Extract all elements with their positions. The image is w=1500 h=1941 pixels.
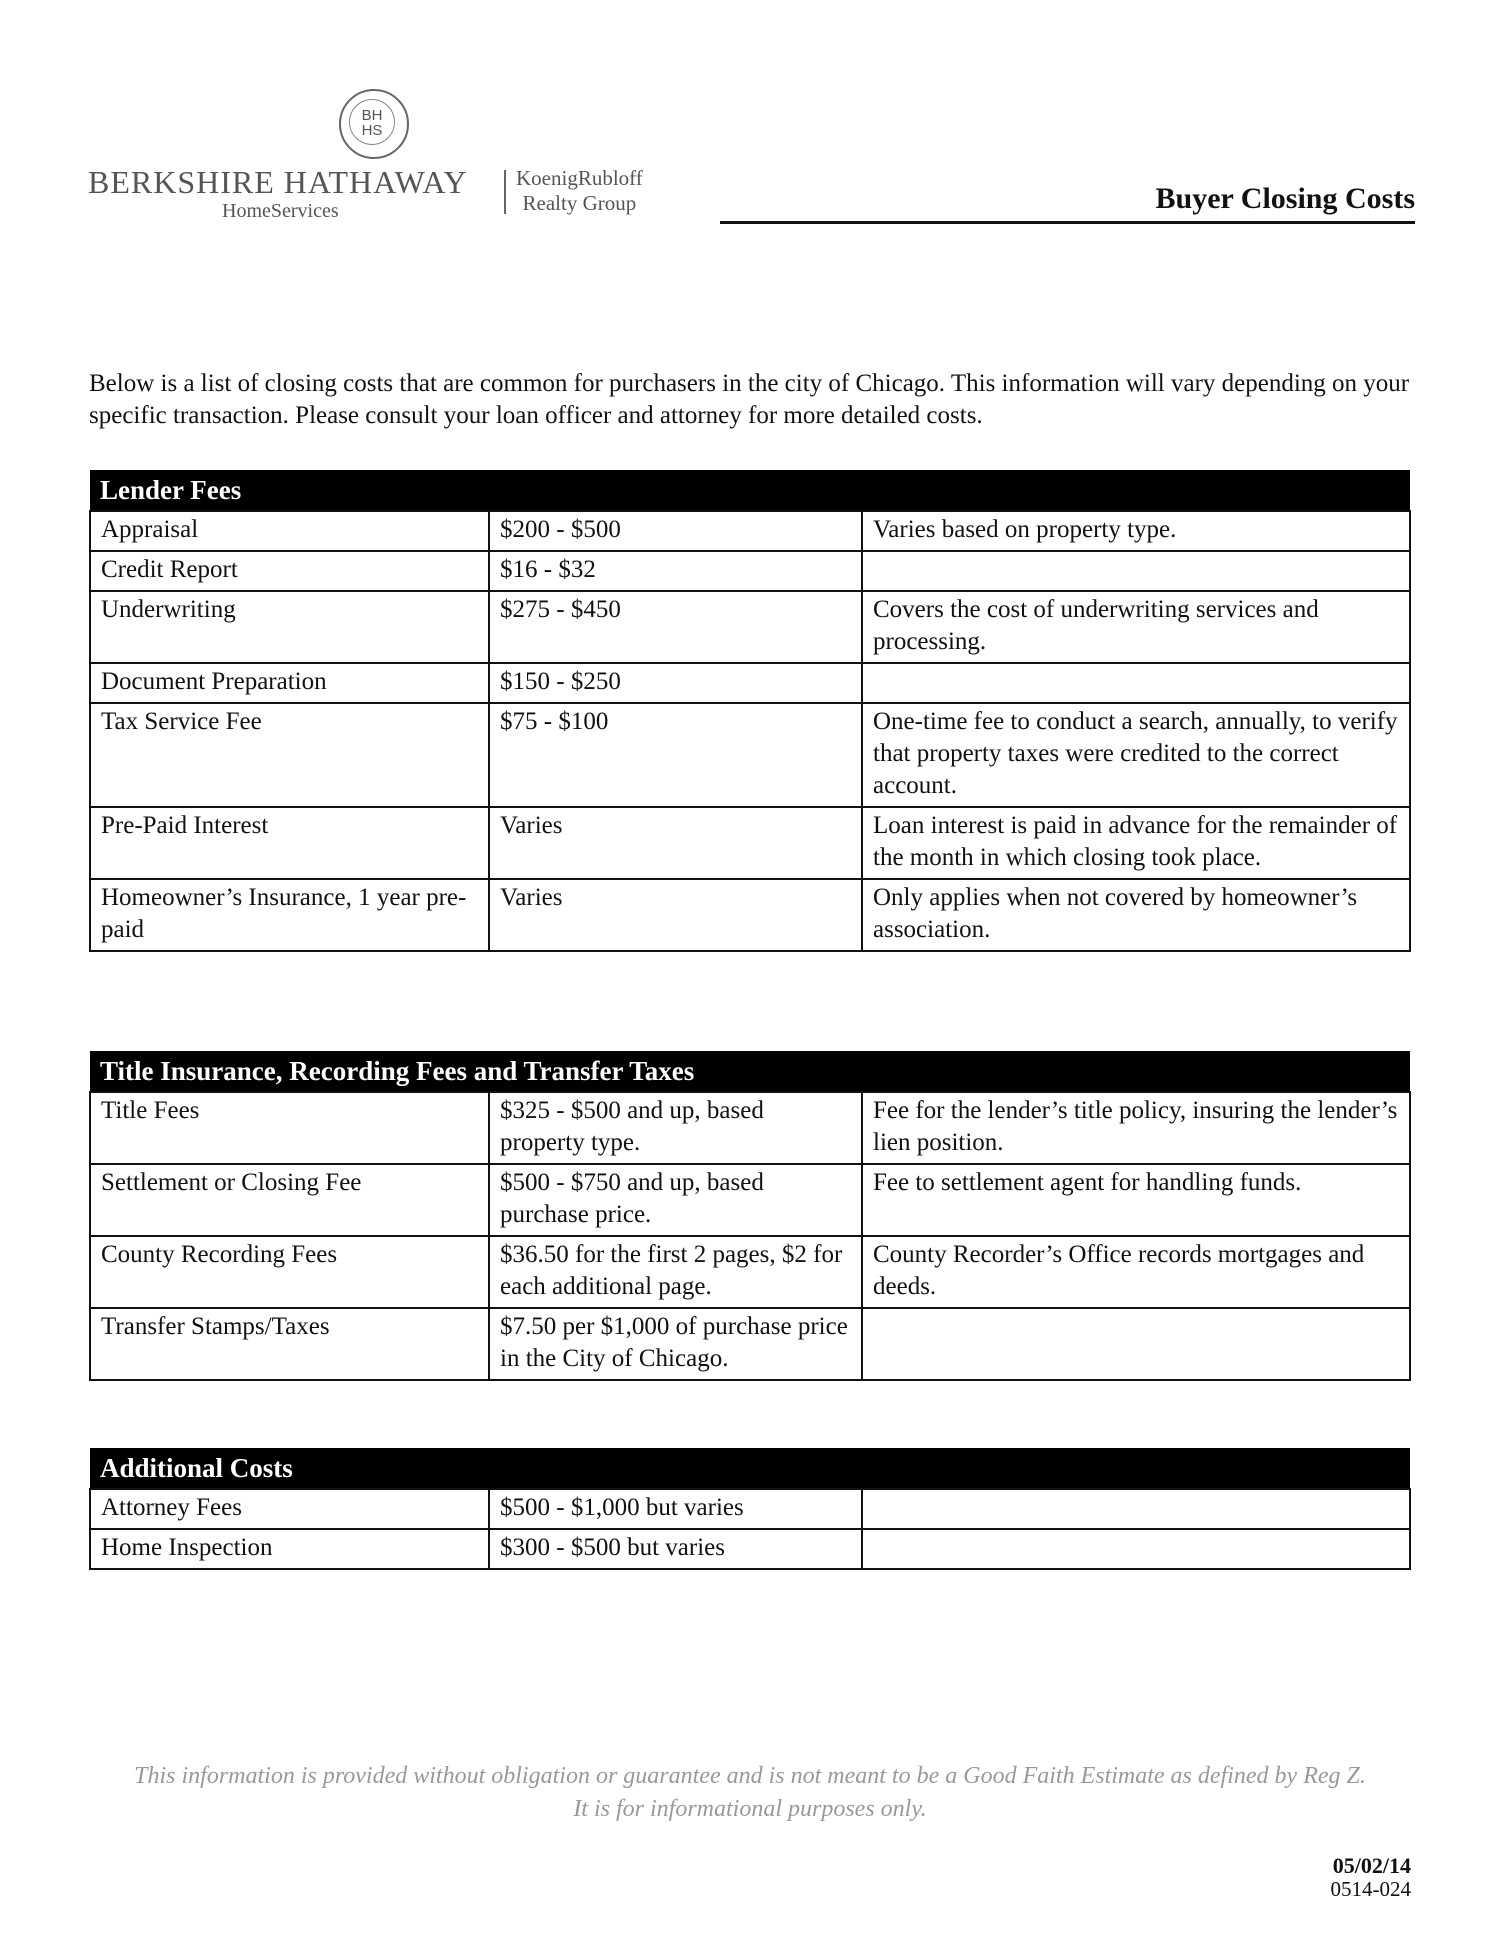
cell-cost: Varies — [489, 807, 862, 879]
seal-text-bottom: HS — [361, 122, 383, 139]
company-logo — [88, 88, 668, 228]
table-row — [90, 1164, 1410, 1236]
cell-item: Appraisal — [90, 511, 489, 551]
table-row — [90, 1092, 1410, 1164]
document-date: 05/02/14 — [1332, 1853, 1411, 1878]
table-row — [90, 1529, 1410, 1569]
cell-cost: $150 - $250 — [489, 663, 862, 703]
disclaimer — [0, 1760, 1500, 1826]
document-date-block — [1331, 1854, 1412, 1901]
lender-fees-table — [89, 470, 1411, 952]
cell-cost: $7.50 per $1,000 of purchase price in the City of Chicago. — [489, 1308, 862, 1380]
table-row — [90, 551, 1410, 591]
cell-note — [862, 551, 1410, 591]
table-row — [90, 807, 1410, 879]
table-heading: Title Insurance, Recording Fees and Transfer Taxes — [90, 1051, 1410, 1092]
disclaimer-line-2: It is for informational purposes only. — [573, 1796, 927, 1822]
cell-note: Varies based on property type. — [862, 511, 1410, 551]
cell-cost: $200 - $500 — [489, 511, 862, 551]
cell-cost: $500 - $750 and up, based purchase price. — [489, 1164, 862, 1236]
cell-note: Covers the cost of underwriting services and processing. — [862, 591, 1410, 663]
cell-note — [862, 663, 1410, 703]
cell-cost: $500 - $1,000 but varies — [489, 1489, 862, 1529]
table-row — [90, 703, 1410, 807]
cell-cost: $75 - $100 — [489, 703, 862, 807]
table-heading: Lender Fees — [90, 470, 1410, 511]
cell-item: Underwriting — [90, 591, 489, 663]
cell-cost: $325 - $500 and up, based property type. — [489, 1092, 862, 1164]
cell-note: Only applies when not covered by homeowner’s association. — [862, 879, 1410, 951]
cell-note: One-time fee to conduct a search, annually, to verify that property taxes were credited to the correct account. — [862, 703, 1410, 807]
cell-cost: $275 - $450 — [489, 591, 862, 663]
page-title: Buyer Closing Costs — [1155, 182, 1415, 215]
additional-costs-table — [89, 1448, 1411, 1570]
disclaimer-line-1: This information is provided without obligation or guarantee and is not meant to be a Good Faith Estimate as defined by Reg Z. — [134, 1763, 1366, 1789]
cell-item: Title Fees — [90, 1092, 489, 1164]
cell-item: Homeowner’s Insurance, 1 year pre-paid — [90, 879, 489, 951]
cell-note — [862, 1308, 1410, 1380]
intro-paragraph: Below is a list of closing costs that are common for purchasers in the city of Chicago. This information will vary depending on your specific transaction. Please consult your loan officer and attorney for more detailed costs. — [89, 370, 1410, 429]
bhhs-seal-icon — [339, 89, 409, 159]
seal-text-top: BH — [361, 107, 383, 124]
cell-cost: $16 - $32 — [489, 551, 862, 591]
document-code: 0514-024 — [1330, 1877, 1411, 1901]
cell-item: Settlement or Closing Fee — [90, 1164, 489, 1236]
cell-item: Credit Report — [90, 551, 489, 591]
logo-divider — [504, 170, 506, 214]
cell-item: County Recording Fees — [90, 1236, 489, 1308]
cell-item: Attorney Fees — [90, 1489, 489, 1529]
cell-cost: $300 - $500 but varies — [489, 1529, 862, 1569]
table-row — [90, 1308, 1410, 1380]
cell-item: Home Inspection — [90, 1529, 489, 1569]
cell-item: Transfer Stamps/Taxes — [90, 1308, 489, 1380]
table-heading: Additional Costs — [90, 1448, 1410, 1489]
table-row — [90, 879, 1410, 951]
table-row — [90, 591, 1410, 663]
table-row — [90, 511, 1410, 551]
cell-note — [862, 1529, 1410, 1569]
brand-name: BERKSHIRE HATHAWAY — [88, 164, 468, 200]
cell-cost: $36.50 for the first 2 pages, $2 for each additional page. — [489, 1236, 862, 1308]
cell-item: Pre-Paid Interest — [90, 807, 489, 879]
table-row — [90, 1236, 1410, 1308]
partner-name: KoenigRubloff Realty Group — [516, 166, 643, 215]
title-insurance-table — [89, 1051, 1411, 1381]
cell-cost: Varies — [489, 879, 862, 951]
cell-note: Fee for the lender’s title policy, insuring the lender’s lien position. — [862, 1092, 1410, 1164]
cell-item: Tax Service Fee — [90, 703, 489, 807]
title-rule — [720, 221, 1415, 224]
cell-note: Loan interest is paid in advance for the remainder of the month in which closing took place. — [862, 807, 1410, 879]
cell-note: Fee to settlement agent for handling funds. — [862, 1164, 1410, 1236]
cell-note — [862, 1489, 1410, 1529]
cell-item: Document Preparation — [90, 663, 489, 703]
brand-sub: HomeServices — [222, 200, 339, 222]
table-row — [90, 663, 1410, 703]
table-row — [90, 1489, 1410, 1529]
cell-note: County Recorder’s Office records mortgages and deeds. — [862, 1236, 1410, 1308]
